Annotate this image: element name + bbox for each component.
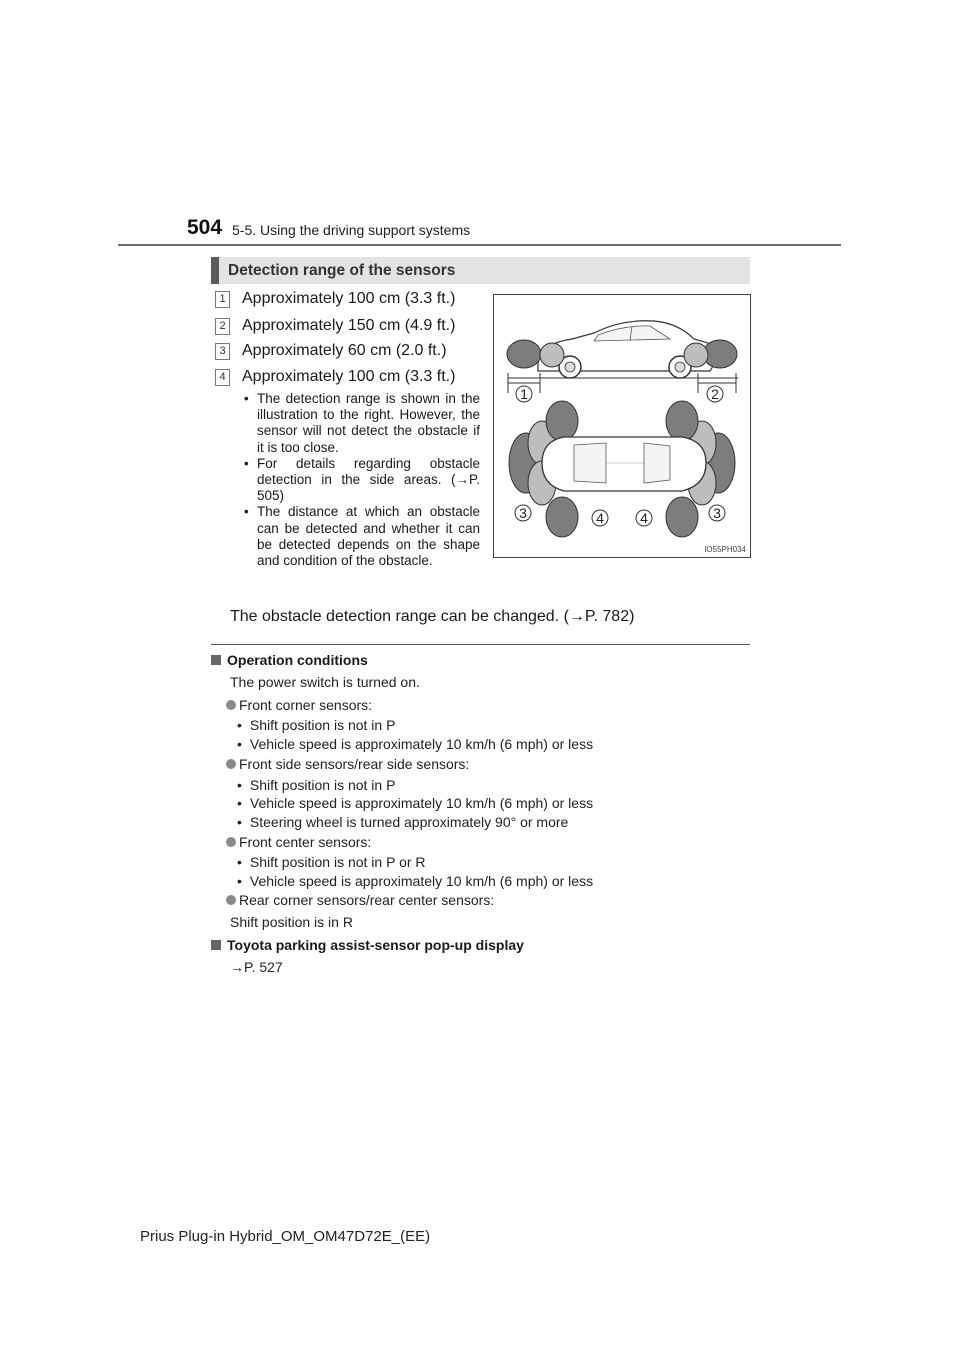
condition-item: • Vehicle speed is approximately 10 km/h (6 mph) or less	[237, 795, 593, 811]
dimension-lines	[508, 373, 736, 393]
range-text: Approximately 150 cm (4.9 ft.)	[242, 317, 456, 334]
condition-item: • Shift position is not in P	[237, 777, 395, 793]
callout-label: 4	[596, 510, 604, 526]
condition-item: • Steering wheel is turned approximately 90° or more	[237, 814, 568, 830]
sensor-range-figure	[493, 294, 751, 558]
section-title: 5-5. Using the driving support systems	[232, 222, 471, 238]
range-item-3	[215, 342, 447, 360]
popup-heading	[211, 937, 524, 953]
condition-group-title: Front side sensors/rear side sensors:	[239, 756, 470, 772]
operation-intro: The power switch is turned on.	[230, 674, 420, 690]
condition-group-front-corner	[226, 697, 372, 713]
note-item: • The distance at which an obstacle can be detected and whether it can be detected depends on the shape and condition of the obstacle.	[243, 504, 480, 569]
note-item: • The detection range is shown in the illustration to the right. However, the sensor will not detect the obstacle if it is too close.	[243, 391, 480, 456]
range-text: Approximately 100 cm (3.3 ft.)	[242, 290, 456, 307]
range-change-note: The obstacle detection range can be changed. (→P. 782)	[230, 608, 635, 625]
header-divider	[118, 244, 841, 246]
car-top-view	[509, 401, 735, 537]
detection-heading	[211, 257, 750, 284]
car-side-view	[507, 321, 738, 378]
circle-bullet-icon	[226, 837, 236, 847]
condition-plain: Shift position is in R	[230, 914, 353, 930]
detection-notes	[243, 391, 480, 569]
callout-label: 1	[520, 386, 528, 402]
condition-group-rear	[226, 892, 494, 908]
figure-code: IO55PH034	[704, 545, 746, 554]
range-text: Approximately 60 cm (2.0 ft.)	[242, 342, 447, 359]
callout-number: 3	[215, 343, 230, 360]
callout-label: 3	[713, 505, 721, 521]
circle-bullet-icon	[226, 700, 236, 710]
callout-label: 3	[519, 505, 527, 521]
callout-number: 1	[215, 291, 230, 308]
callout-number: 2	[215, 318, 230, 335]
heading-bar	[211, 257, 219, 284]
square-bullet-icon	[211, 940, 221, 950]
callout-number: 4	[215, 369, 230, 386]
square-bullet-icon	[211, 655, 221, 665]
sensor-range-illustration	[494, 295, 750, 557]
condition-group-front-center	[226, 834, 371, 850]
detection-heading-text: Detection range of the sensors	[228, 261, 456, 279]
page-number: 504	[187, 216, 223, 239]
operation-heading-text: Operation conditions	[227, 652, 368, 668]
popup-reference: →P. 527	[230, 959, 283, 975]
footer-doc-id: Prius Plug-in Hybrid_OM_OM47D72E_(EE)	[140, 1228, 431, 1245]
popup-heading-text: Toyota parking assist-sensor pop-up display	[227, 937, 524, 953]
range-text: Approximately 100 cm (3.3 ft.)	[242, 368, 456, 385]
callout-label: 4	[640, 510, 648, 526]
condition-group-title: Front corner sensors:	[239, 697, 373, 713]
range-item-4	[215, 368, 455, 386]
condition-item: • Vehicle speed is approximately 10 km/h (6 mph) or less	[237, 873, 593, 889]
condition-group-title: Front center sensors:	[239, 834, 372, 850]
range-item-2	[215, 317, 455, 335]
circle-bullet-icon	[226, 759, 236, 769]
condition-item: • Vehicle speed is approximately 10 km/h (6 mph) or less	[237, 736, 593, 752]
note-item: • For details regarding obstacle detection in the side areas. (→P. 505)	[243, 456, 480, 505]
range-item-1	[215, 290, 455, 308]
condition-item: • Shift position is not in P or R	[237, 854, 426, 870]
condition-group-title: Rear corner sensors/rear center sensors:	[239, 892, 495, 908]
circle-bullet-icon	[226, 895, 236, 905]
section-divider	[211, 644, 750, 645]
operation-heading	[211, 652, 368, 668]
callout-label: 2	[711, 386, 719, 402]
condition-group-side	[226, 756, 469, 772]
condition-item: • Shift position is not in P	[237, 717, 395, 733]
